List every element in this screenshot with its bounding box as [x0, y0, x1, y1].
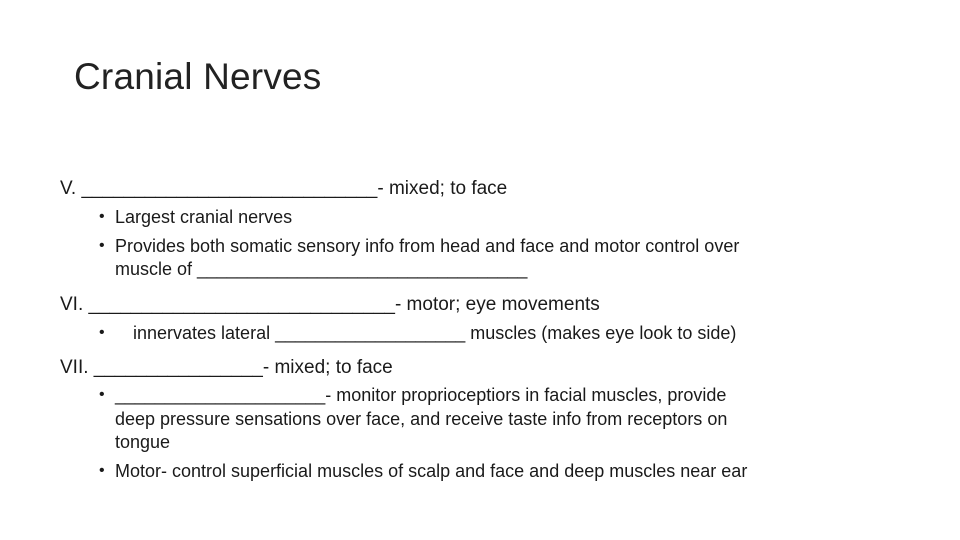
slide-title: Cranial Nerves — [74, 56, 322, 97]
nerve-vii-bullet-1-line-3: tongue — [115, 432, 171, 452]
nerve-v-bullet-2-line-2: muscle of _________________________________ — [115, 259, 528, 279]
nerve-v-bullet-2-line-1: Provides both somatic sensory info from head and face and motor control over — [115, 236, 740, 256]
nerve-vii-bullet-1-line-2: deep pressure sensations over face, and receive taste info from receptors on — [115, 409, 728, 429]
nerve-vi-line: VI. _____________________________- motor; eye movements — [60, 294, 600, 315]
bullet-icon: • — [99, 208, 105, 225]
bullet-icon: • — [99, 237, 105, 254]
bullet-icon: • — [99, 462, 105, 479]
bullet-icon: • — [99, 386, 105, 403]
nerve-vii-line: VII. ________________- mixed; to face — [60, 357, 393, 378]
bullet-icon: • — [99, 324, 105, 341]
nerve-vii-bullet-2: Motor- control superficial muscles of scalp and face and deep muscles near ear — [115, 461, 748, 481]
nerve-v-bullet-1: Largest cranial nerves — [115, 207, 293, 227]
nerve-vi-bullet-1: innervates lateral ___________________ muscles (makes eye look to side) — [133, 323, 737, 343]
nerve-vii-bullet-1-line-1: _____________________- monitor proprioceptiors in facial muscles, provide — [115, 385, 727, 405]
nerve-v-line: V. ____________________________- mixed; to face — [60, 178, 508, 199]
